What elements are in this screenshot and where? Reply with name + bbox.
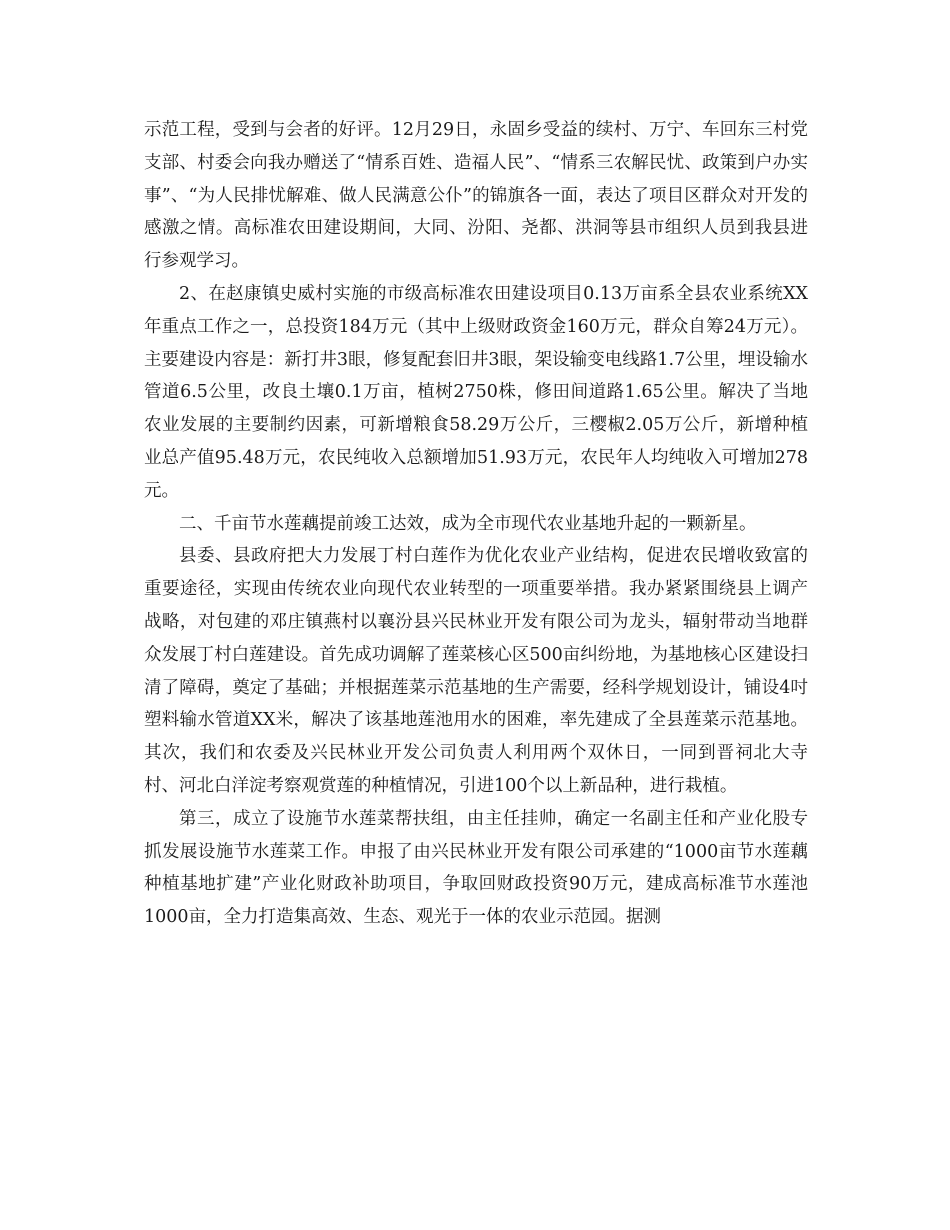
body-text bbox=[144, 114, 808, 934]
section-heading-2: 二、千亩节水莲藕提前竣工达效，成为全市现代农业基地升起的一颗新星。 bbox=[179, 513, 757, 534]
paragraph-1: 示范工程，受到与会者的好评。12月29日，永固乡受益的续村、万宁、车回东三村党支部、村委会向我办赠送了“情系百姓、造福人民”、“情系三农解民忧、政策到户办实事”、“为人民排忧解难、做人民满意公仆”的锦旗各一面，表达了项目区群众对开发的感激之情。高标准农田建设期间，大同、汾阳、尧都、洪洞等县市组织人员到我县进行参观学习。 bbox=[144, 120, 808, 272]
paragraph-3: 县委、县政府把大力发展丁村白莲作为优化农业产业结构，促进农民增收致富的重要途径，实现由传统农业向现代农业转型的一项重要举措。我办紧紧围绕县上调产战略，对包建的邓庄镇燕村以襄汾县兴民林业开发有限公司为龙头，辐射带动当地群众发展丁村白莲建设。首先成功调解了莲菜核心区500亩纠纷地，为基地核心区建设扫清了障碍，奠定了基础；并根据莲菜示范基地的生产需要，经科学规划设计，铺设4吋塑料输水管道XX米，解决了该基地莲池用水的困难，率先建成了全县莲菜示范基地。其次，我们和农委及兴民林业开发公司负责人利用两个双休日，一同到晋祠北大寺村、河北白洋淀考察观赏莲的种植情况，引进100个以上新品种，进行栽植。 bbox=[144, 546, 808, 796]
paragraph-4: 第三，成立了设施节水莲菜帮扶组，由主任挂帅，确定一名副主任和产业化股专抓发展设施节水莲菜工作。申报了由兴民林业开发有限公司承建的“1000亩节水莲藕种植基地扩建”产业化财政补助项目，争取回财政投资90万元，建成高标准节水莲池1000亩，全力打造集高效、生态、观光于一体的农业示范园。据测 bbox=[144, 808, 808, 928]
paragraph-2: 2、在赵康镇史威村实施的市级高标准农田建设项目0.13万亩系全县农业系统XX年重点工作之一，总投资184万元（其中上级财政资金160万元，群众自筹24万元）。主要建设内容是：新打井3眼，修复配套旧井3眼，架设输变电线路1.7公里，埋设输水管道6.5公里，改良土壤0.1万亩，植树2750株，修田间道路1.65公里。解决了当地农业发展的主要制约因素，可新增粮食58.29万公斤，三樱椒2.05万公斤，新增种植业总产值95.48万元，农民纯收入总额增加51.93万元，农民年人均纯收入可增加278元。 bbox=[144, 283, 808, 501]
